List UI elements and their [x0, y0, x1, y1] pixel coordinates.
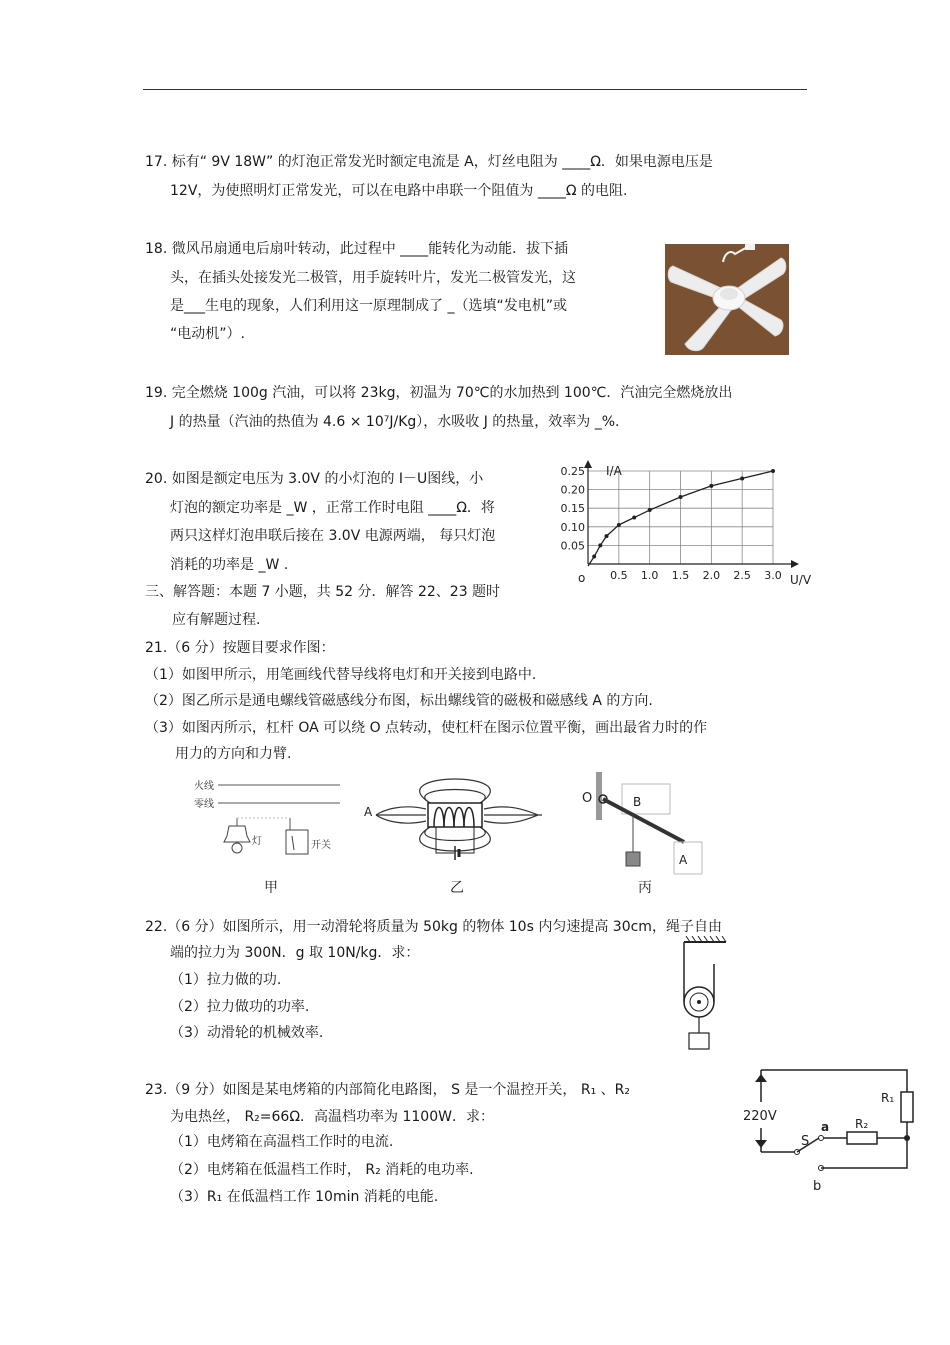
- q18-line2: 头，在插头处接发光二极管，用手旋转叶片，发光二极管发光，这: [170, 270, 576, 286]
- switch-label: 开关: [311, 840, 331, 851]
- hanging-weight: [626, 852, 640, 866]
- lamp-label: 灯: [252, 836, 262, 847]
- pivot-o-label: O: [582, 791, 593, 806]
- q22-sub2: （2）拉力做功的功率.: [170, 999, 310, 1015]
- q19-line2: J 的热量（汽油的热值为 4.6 × 10⁷J/Kg），水吸收 J 的热量，效率为 _%.: [170, 414, 620, 430]
- x-tick-label: 1.0: [640, 569, 659, 582]
- switch-icon: [286, 830, 308, 854]
- box-b-label: B: [633, 795, 642, 809]
- figure-oven-circuit: [735, 1062, 915, 1197]
- q23-line1: 23.（9 分）如图是某电烤箱的内部简化电路图， S 是一个温控开关， R₁ 、R₂: [145, 1082, 630, 1098]
- data-point: [771, 469, 775, 473]
- x-axis-arrow: [791, 560, 799, 568]
- q17-line1: 17. 标有“ 9V 18W” 的灯泡正常发光时额定电流是 A，灯丝电阻为 ____Ω．如果电源电压是: [145, 154, 713, 170]
- iu-chart: [560, 458, 830, 590]
- origin-label: o: [578, 571, 586, 585]
- q20-line1: 20. 如图是额定电压为 3.0V 的小灯泡的 I－U图线，小: [145, 471, 484, 487]
- q22-sub1: （1）拉力做的功.: [170, 972, 282, 988]
- figure-jia-wiring: [190, 772, 342, 864]
- q22-line1: 22.（6 分）如图所示，用一动滑轮将质量为 50kg 的物体 10s 内匀速提高 30cm，绳子自由: [145, 919, 722, 935]
- lever-bar: [603, 799, 684, 842]
- data-point: [648, 508, 652, 512]
- voltage-label: 220V: [743, 1109, 777, 1124]
- x-tick-label: 1.5: [671, 569, 690, 582]
- x-tick-label: 2.5: [733, 569, 751, 582]
- r2-label: R₂: [855, 1117, 869, 1131]
- data-point: [605, 534, 609, 538]
- q22-sub3: （3）动滑轮的机械效率.: [170, 1025, 324, 1041]
- lamp-icon: [224, 826, 250, 842]
- q21-part3a: （3）如图丙所示，杠杆 OA 可以绕 O 点转动，使杠杆在图示位置平衡，画出最省力时的作: [145, 720, 708, 736]
- data-point: [617, 523, 621, 527]
- figure-yi-caption: 乙: [450, 880, 464, 896]
- y-axis-label: I/A: [606, 464, 622, 478]
- field-lines: [376, 779, 542, 851]
- q18-line3: 是___生电的现象，人们利用这一原理制成了 _（选填“发电机”或: [170, 298, 567, 314]
- q23-line2: 为电热丝， R₂=66Ω．高温档功率为 1100W．求：: [170, 1109, 494, 1125]
- q17-line2: 12V，为使照明灯正常发光，可以在电路中串联一个阻值为 ____Ω 的电阻.: [170, 183, 628, 199]
- box-b: [622, 784, 670, 814]
- load-block-icon: [689, 1033, 709, 1049]
- q20-line4: 消耗的功率是 _W .: [170, 557, 289, 573]
- data-point: [709, 484, 713, 488]
- r1-label: R₁: [881, 1091, 895, 1105]
- x-tick-label: 0.5: [610, 569, 628, 582]
- figure-bing-caption: 丙: [638, 880, 652, 896]
- y-tick-label: 0.20: [560, 483, 585, 497]
- q18-line4: “电动机”）.: [170, 326, 245, 342]
- field-line-a-label: A: [364, 805, 373, 819]
- q21-part2: （2）图乙所示是通电螺线管磁感线分布图，标出螺线管的磁极和磁感线 A 的方向.: [145, 693, 653, 709]
- section3-line2: 应有解题过程.: [172, 612, 261, 628]
- data-point: [740, 476, 744, 480]
- data-point: [592, 555, 596, 559]
- figure-bing-lever: [576, 770, 712, 876]
- q23-sub3: （3）R₁ 在低温档工作 10min 消耗的电能.: [170, 1189, 439, 1205]
- r2-resistor: [847, 1132, 877, 1144]
- q19-line1: 19. 完全燃烧 100g 汽油，可以将 23kg，初温为 70℃的水加热到 100℃．汽油完全燃烧放出: [145, 385, 733, 401]
- q23-sub2: （2）电烤箱在低温档工作时， R₂ 消耗的电功率.: [170, 1162, 474, 1178]
- q21-part1: （1）如图甲所示，用笔画线代替导线将电灯和开关接到电路中.: [145, 667, 537, 683]
- data-point: [632, 516, 636, 520]
- y-tick-label: 0.05: [560, 539, 585, 553]
- q18-line1: 18. 微风吊扇通电后扇叶转动，此过程中 ____能转化为动能．拔下插: [145, 241, 569, 257]
- y-tick-label: 0.10: [560, 520, 585, 534]
- y-tick-label: 0.15: [560, 502, 585, 516]
- q21-part3b: 用力的方向和力臂.: [175, 746, 292, 762]
- data-point: [679, 495, 683, 499]
- y-tick-label: 0.25: [560, 465, 585, 478]
- contact-b-label: b: [813, 1179, 822, 1194]
- section3-line1: 三、解答题：本题 7 小题，共 52 分．解答 22、23 题时: [145, 584, 501, 600]
- q20-line3: 两只这样灯泡串联后接在 3.0V 电源两端， 每只灯泡: [170, 528, 496, 544]
- q23-sub1: （1）电烤箱在高温档工作时的电流.: [170, 1134, 394, 1150]
- figure-jia-caption: 甲: [264, 880, 278, 896]
- r1-resistor: [901, 1092, 913, 1122]
- q22-line2: 端的拉力为 300N．g 取 10N/kg．求：: [170, 945, 420, 961]
- x-tick-label: 3.0: [764, 569, 782, 582]
- q21-title: 21.（6 分）按题目要求作图：: [145, 640, 335, 656]
- data-point: [598, 543, 602, 547]
- figure-yi-solenoid: [360, 775, 550, 865]
- ceiling-fan-photo: [665, 244, 789, 355]
- x-axis-label: U/V: [790, 573, 812, 587]
- live-wire-label: 火线: [194, 781, 214, 792]
- y-axis-arrow: [584, 460, 592, 468]
- neutral-wire-label: 零线: [194, 799, 214, 810]
- switch-s-label: S: [801, 1134, 810, 1149]
- x-tick-label: 2.0: [702, 569, 721, 582]
- header-rule: [143, 89, 807, 90]
- q20-line2: 灯泡的额定功率是 _W ，正常工作时电阻 ____Ω．将: [170, 500, 495, 516]
- contact-a-label: a: [821, 1120, 830, 1134]
- end-a-label: A: [679, 853, 688, 867]
- figure-movable-pulley: [672, 936, 732, 1054]
